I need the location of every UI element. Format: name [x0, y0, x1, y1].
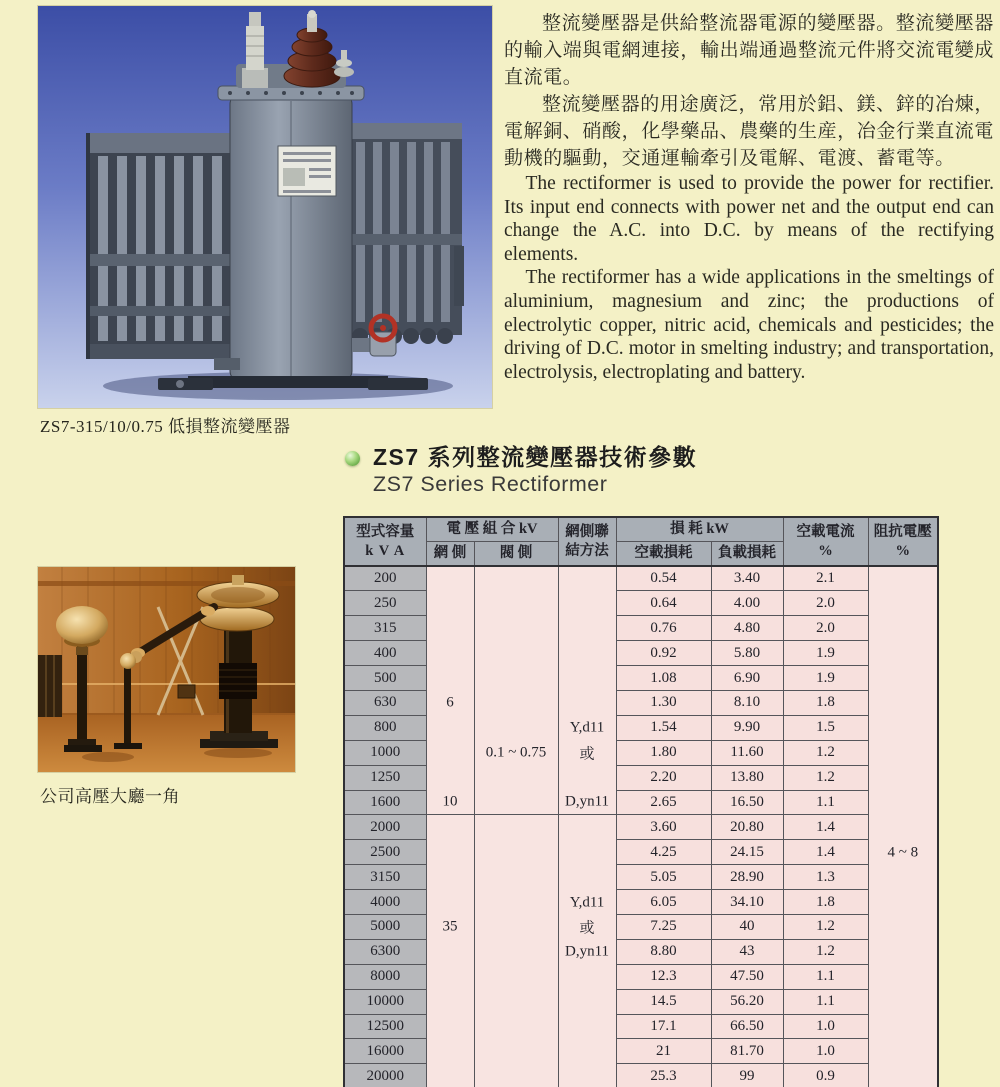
capacity-cell: 2500	[344, 840, 426, 865]
connection-group1-value: D,yn11	[565, 793, 610, 810]
no-load-loss-cell: 25.3	[616, 1064, 711, 1087]
load-loss-cell: 99	[711, 1064, 783, 1087]
no-load-loss-cell: 2.65	[616, 790, 711, 815]
net-side-group2-value: 35	[442, 918, 458, 935]
capacity-cell: 200	[344, 566, 426, 591]
net-side-group2	[426, 815, 474, 1087]
net-side-group1-value: 6	[446, 694, 454, 711]
no-load-current-cell: 1.3	[783, 865, 868, 890]
no-load-current-cell: 1.4	[783, 815, 868, 840]
col-header-voltage-group: 電 壓 組 合 kV	[426, 517, 558, 542]
no-load-current-cell: 1.1	[783, 964, 868, 989]
net-side-group1-value: 10	[442, 793, 458, 810]
load-loss-cell: 4.00	[711, 591, 783, 616]
col-header-no-load-current	[783, 517, 868, 566]
col-header-connection-line2: 結方法	[565, 542, 609, 559]
load-loss-cell: 40	[711, 914, 783, 939]
load-loss-cell: 20.80	[711, 815, 783, 840]
capacity-cell: 8000	[344, 964, 426, 989]
col-header-capacity	[344, 517, 426, 566]
hall-photo-illustration	[38, 567, 295, 772]
connection-group2-value: Y,d11	[569, 894, 605, 911]
impedance-cell	[868, 566, 938, 1087]
no-load-loss-cell: 21	[616, 1039, 711, 1064]
load-loss-cell: 81.70	[711, 1039, 783, 1064]
no-load-current-cell: 1.8	[783, 690, 868, 715]
intro-paragraph-zh-1: 整流變壓器是供給整流器電源的變壓器。整流變壓器的輸入端與電網連接，輸出端通過整流元件將交流電變成直流電。	[504, 13, 995, 88]
no-load-current-cell: 1.2	[783, 914, 868, 939]
no-load-loss-cell: 6.05	[616, 890, 711, 915]
capacity-cell: 20000	[344, 1064, 426, 1087]
no-load-loss-cell: 0.64	[616, 591, 711, 616]
col-header-capacity-line1: 型式容量	[356, 524, 415, 541]
no-load-current-cell: 1.9	[783, 666, 868, 691]
no-load-loss-cell: 4.25	[616, 840, 711, 865]
valve-side-group1-value: 0.1 ~ 0.75	[485, 744, 547, 761]
capacity-cell: 5000	[344, 914, 426, 939]
net-side-group1	[426, 566, 474, 815]
capacity-cell: 12500	[344, 1014, 426, 1039]
intro-paragraph-en-2: The rectiformer has a wide applications in the smeltings of aluminium, magnesium and zinc; the productions of electrolytic copper, nitric acid, chemicals and pesticides; the driving of D.C. motor in smelting industry; and transportation, electrolysis, electroplating and battery.	[504, 267, 994, 383]
connection-group2-value: 或	[579, 920, 595, 937]
connection-group1	[558, 566, 616, 815]
col-header-net-side: 網 側	[426, 542, 474, 567]
load-loss-cell: 28.90	[711, 865, 783, 890]
no-load-loss-cell: 17.1	[616, 1014, 711, 1039]
capacity-cell: 1000	[344, 740, 426, 765]
spec-table-head	[344, 517, 938, 566]
capacity-cell: 4000	[344, 890, 426, 915]
col-header-valve-side: 閥 側	[474, 542, 558, 567]
col-header-impedance-line1: 阻抗電壓	[873, 524, 932, 541]
load-loss-cell: 47.50	[711, 964, 783, 989]
connection-group2-value: D,yn11	[565, 943, 610, 960]
connection-group2	[558, 815, 616, 1087]
valve-side-group2	[474, 815, 558, 1087]
transformer-photo	[38, 6, 492, 408]
no-load-loss-cell: 3.60	[616, 815, 711, 840]
capacity-cell: 800	[344, 715, 426, 740]
col-header-impedance-line2: %	[895, 542, 911, 559]
capacity-cell: 315	[344, 616, 426, 641]
load-loss-cell: 34.10	[711, 890, 783, 915]
col-header-no-load-current-line1: 空載電流	[796, 524, 855, 541]
no-load-current-cell: 2.0	[783, 591, 868, 616]
no-load-loss-cell: 12.3	[616, 964, 711, 989]
col-header-load-loss: 負載損耗	[711, 542, 783, 567]
capacity-cell: 400	[344, 641, 426, 666]
section-title-en: ZS7 Series Rectiformer	[373, 472, 608, 496]
no-load-loss-cell: 1.08	[616, 666, 711, 691]
spec-table	[343, 516, 939, 1087]
impedance-cell-value: 4 ~ 8	[887, 844, 919, 861]
capacity-cell: 500	[344, 666, 426, 691]
no-load-current-cell: 1.2	[783, 939, 868, 964]
capacity-cell: 3150	[344, 865, 426, 890]
no-load-loss-cell: 5.05	[616, 865, 711, 890]
load-loss-cell: 5.80	[711, 641, 783, 666]
capacity-cell: 1250	[344, 765, 426, 790]
no-load-loss-cell: 0.76	[616, 616, 711, 641]
no-load-current-cell: 1.8	[783, 890, 868, 915]
capacity-cell: 6300	[344, 939, 426, 964]
col-header-no-load-loss: 空載損耗	[616, 542, 711, 567]
hall-photo	[38, 567, 295, 772]
load-loss-cell: 24.15	[711, 840, 783, 865]
capacity-cell: 16000	[344, 1039, 426, 1064]
no-load-current-cell: 1.4	[783, 840, 868, 865]
load-loss-cell: 4.80	[711, 616, 783, 641]
col-header-connection-line1: 網側聯	[565, 524, 609, 541]
no-load-current-cell: 1.9	[783, 641, 868, 666]
load-loss-cell: 13.80	[711, 765, 783, 790]
table-row	[344, 815, 938, 840]
no-load-loss-cell: 7.25	[616, 914, 711, 939]
no-load-current-cell: 0.9	[783, 1064, 868, 1087]
intro-text-block	[504, 10, 994, 384]
no-load-current-cell: 1.1	[783, 989, 868, 1014]
load-loss-cell: 16.50	[711, 790, 783, 815]
capacity-cell: 10000	[344, 989, 426, 1014]
no-load-loss-cell: 0.54	[616, 566, 711, 591]
col-header-capacity-line2: k V A	[365, 542, 406, 559]
load-loss-cell: 6.90	[711, 666, 783, 691]
load-loss-cell: 66.50	[711, 1014, 783, 1039]
col-header-impedance	[868, 517, 938, 566]
load-loss-cell: 43	[711, 939, 783, 964]
no-load-loss-cell: 1.80	[616, 740, 711, 765]
no-load-current-cell: 1.0	[783, 1039, 868, 1064]
photo2-caption: 公司高壓大廳一角	[40, 787, 180, 806]
no-load-loss-cell: 14.5	[616, 989, 711, 1014]
section-heading	[343, 444, 697, 497]
spec-table-body	[344, 566, 938, 1087]
load-loss-cell: 3.40	[711, 566, 783, 591]
section-title-zh: ZS7 系列整流變壓器技術參數	[373, 444, 698, 470]
no-load-current-cell: 1.2	[783, 765, 868, 790]
intro-paragraph-en-1: The rectiformer is used to provide the power for rectifier. Its input end connects with power net and the output end can change the A.C. into D.C. by means of the rectifying elements.	[504, 173, 994, 265]
capacity-cell: 2000	[344, 815, 426, 840]
no-load-current-cell: 2.1	[783, 566, 868, 591]
col-header-loss-group: 損 耗 kW	[616, 517, 783, 542]
no-load-loss-cell: 1.30	[616, 690, 711, 715]
load-loss-cell: 8.10	[711, 690, 783, 715]
no-load-current-cell: 1.0	[783, 1014, 868, 1039]
transformer-photo-illustration	[38, 6, 492, 408]
no-load-current-cell: 1.5	[783, 715, 868, 740]
capacity-cell: 630	[344, 690, 426, 715]
no-load-current-cell: 2.0	[783, 616, 868, 641]
no-load-loss-cell: 8.80	[616, 939, 711, 964]
no-load-loss-cell: 2.20	[616, 765, 711, 790]
capacity-cell: 1600	[344, 790, 426, 815]
load-loss-cell: 9.90	[711, 715, 783, 740]
load-loss-cell: 56.20	[711, 989, 783, 1014]
connection-group1-value: 或	[579, 746, 595, 763]
connection-group1-value: Y,d11	[569, 719, 605, 736]
green-bullet-icon	[345, 451, 360, 466]
photo1-caption: ZS7-315/10/0.75 低損整流變壓器	[40, 417, 291, 436]
col-header-no-load-current-line2: %	[818, 542, 833, 559]
capacity-cell: 250	[344, 591, 426, 616]
table-row	[344, 566, 938, 591]
no-load-loss-cell: 1.54	[616, 715, 711, 740]
col-header-connection	[558, 517, 616, 566]
load-loss-cell: 11.60	[711, 740, 783, 765]
intro-paragraph-zh-2: 整流變壓器的用途廣泛，常用於鋁、鎂、鋅的冶煉，電解銅、硝酸，化學藥品、農藥的生産，冶金行業直流電動機的驅動，交通運輸牽引及電解、電渡、蓄電等。	[504, 94, 995, 169]
no-load-loss-cell: 0.92	[616, 641, 711, 666]
valve-side-group1	[474, 566, 558, 815]
no-load-current-cell: 1.1	[783, 790, 868, 815]
no-load-current-cell: 1.2	[783, 740, 868, 765]
